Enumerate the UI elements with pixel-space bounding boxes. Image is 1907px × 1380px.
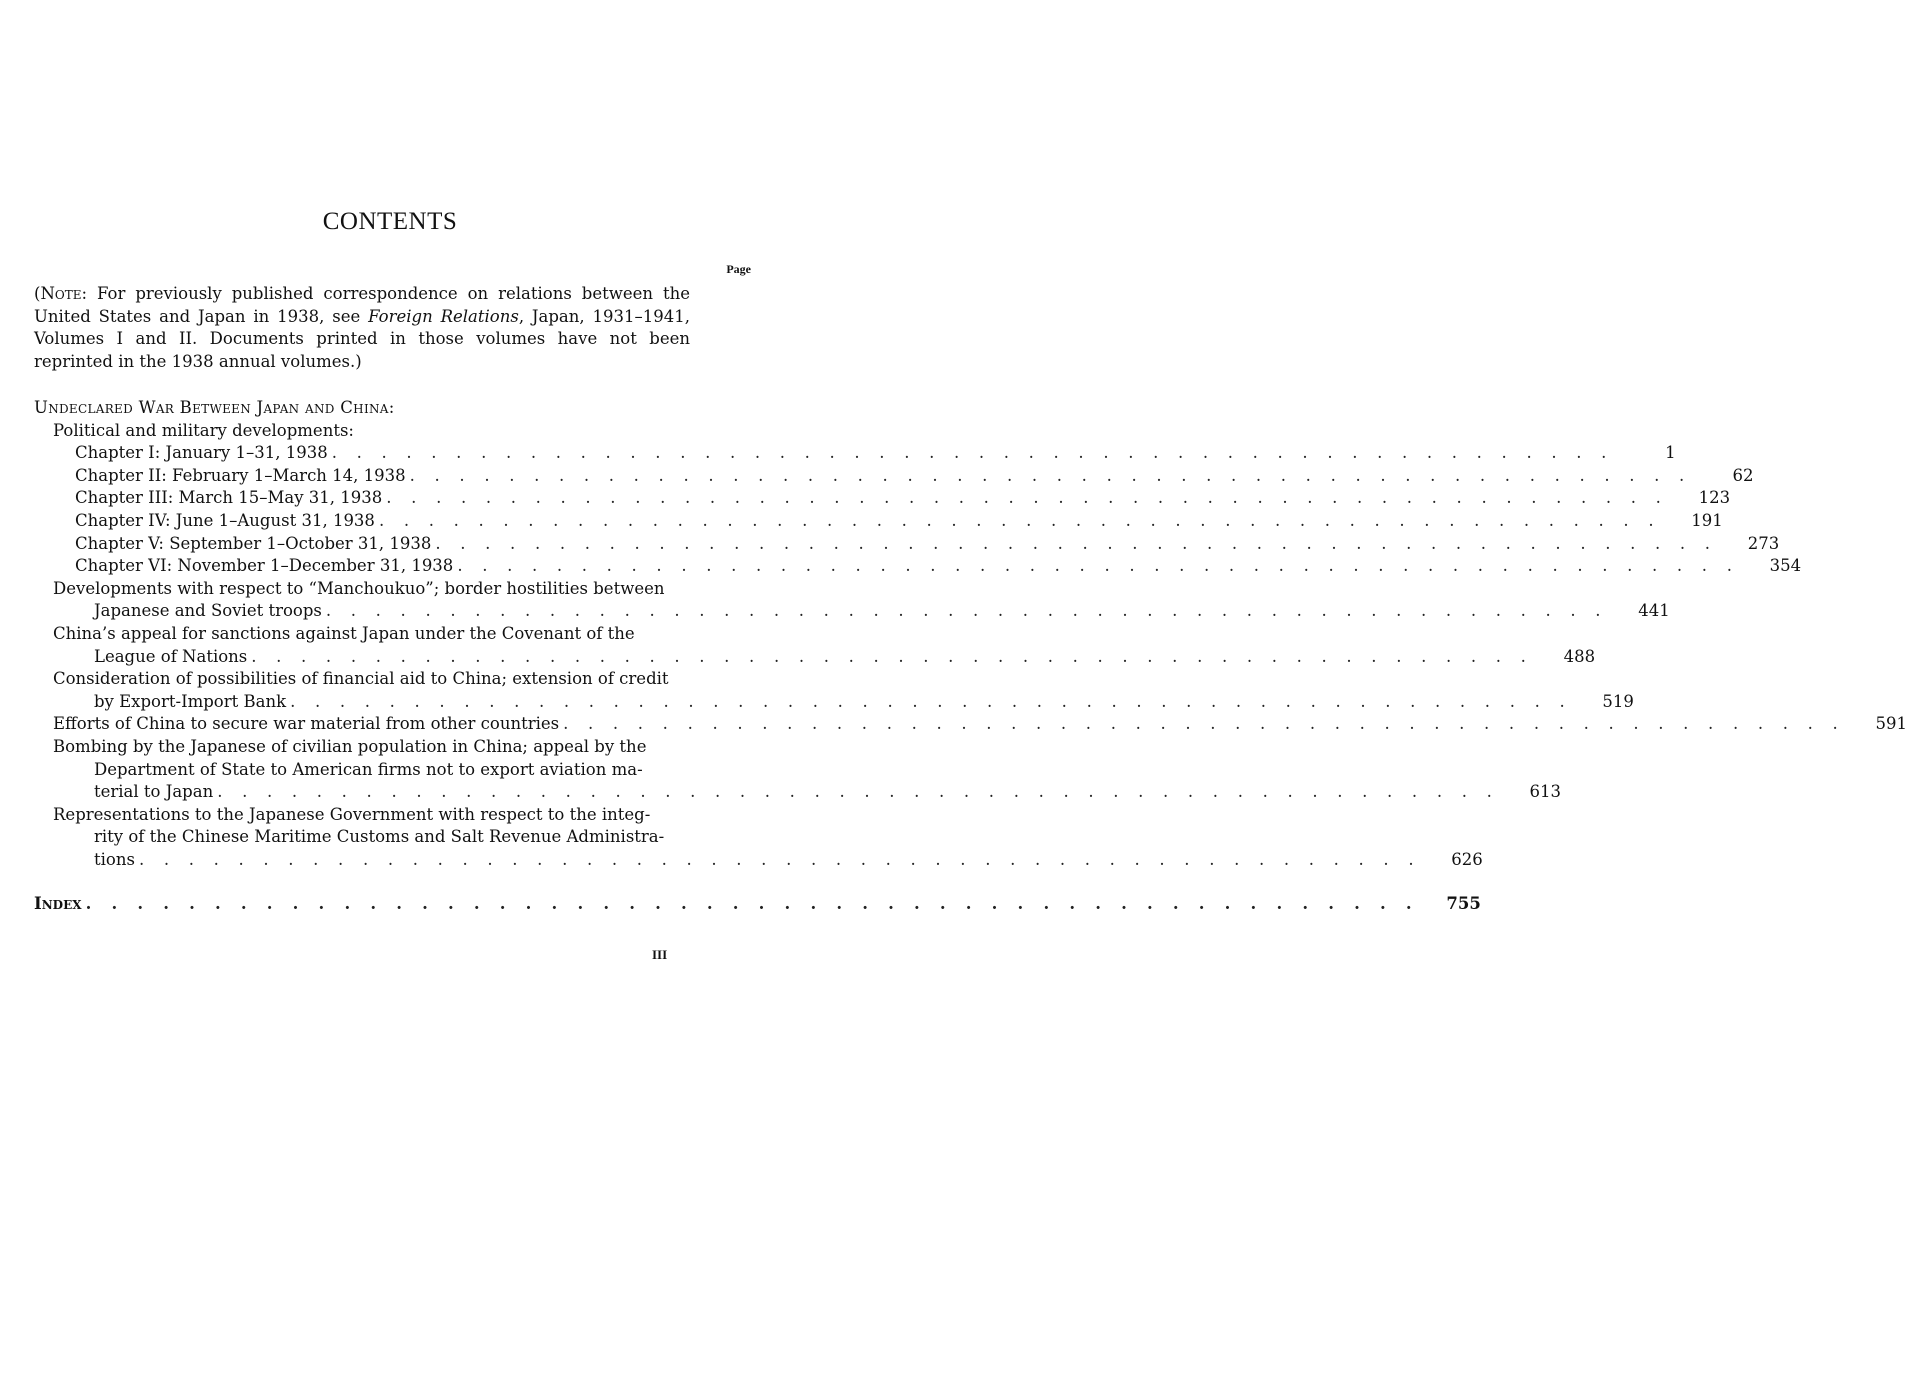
toc-entry-label: Chapter IV: June 1–August 31, 1938 <box>75 510 375 530</box>
toc-entry-line: Department of State to American firms not to export aviation ma- <box>94 759 643 779</box>
toc-section-entry[interactable] <box>34 713 1907 736</box>
toc-entry-last-line[interactable] <box>34 646 1596 669</box>
toc-entry-line: Bombing by the Japanese of civilian population in China; appeal by the <box>53 736 647 756</box>
toc-entry-last-line[interactable] <box>34 713 1907 736</box>
toc-entry-line: rity of the Chinese Maritime Customs and Salt Revenue Administra- <box>94 827 665 847</box>
toc-chapter-entry[interactable] <box>34 555 1802 578</box>
toc-chapter-entry[interactable] <box>34 510 1723 533</box>
dot-leader: . . . . . . . . . . . . . . . . . . . . . . . . . . . . . . . . . . . . . . . . . . . . . . . . . . . . <box>435 533 1718 553</box>
note-label: Note <box>40 284 82 303</box>
dot-leader: . . . . . . . . . . . . . . . . . . . . . . . . . . . . . . . . . . . . . . . . . . . . . . . . . . . . <box>217 782 1500 802</box>
toc-page-number: 191 <box>1691 510 1723 530</box>
toc-entry-line: Consideration of possibilities of financial aid to China; extension of credit <box>53 669 669 689</box>
note-text-1: For previously published correspondence on relations between the United States and Japan in 1938, see <box>34 284 690 326</box>
table-of-contents <box>34 397 1907 916</box>
toc-entry-label: Chapter III: March 15–May 31, 1938 <box>75 488 383 508</box>
toc-page-number: 626 <box>1451 849 1483 869</box>
dot-leader: . . . . . . . . . . . . . . . . . . . . . . . . . . . . . . . . . . . . . . . . . . . . . . . . . . . . <box>457 556 1740 576</box>
toc-page-number: 273 <box>1747 533 1780 553</box>
toc-page-number: 441 <box>1638 601 1670 621</box>
toc-page-number: 613 <box>1529 782 1562 802</box>
toc-section-entry[interactable] <box>34 804 1483 872</box>
toc-index-entry[interactable] <box>34 893 1481 916</box>
toc-chapter-entry[interactable] <box>34 465 1754 488</box>
toc-chapter-entry[interactable] <box>34 442 1676 465</box>
toc-section-entry[interactable] <box>34 623 1596 668</box>
dot-leader: . . . . . . . . . . . . . . . . . . . . . . . . . . . . . . . . . . . . . . . . . . . . . . . . . . . . <box>290 691 1572 711</box>
section-list <box>34 578 1907 872</box>
toc-section-entry[interactable] <box>34 668 1634 713</box>
toc-section-entry[interactable] <box>34 736 1562 804</box>
toc-page-number: 1 <box>1665 443 1676 463</box>
toc-heading: Undeclared War Between Japan and China: <box>34 398 395 417</box>
toc-entry-line: Representations to the Japanese Government with respect to the integ- <box>53 804 651 824</box>
toc-entry-label: Japanese and Soviet troops <box>94 601 322 621</box>
toc-chapter-entry[interactable] <box>34 533 1780 556</box>
toc-entry-label: terial to Japan <box>94 782 214 802</box>
dot-leader: . . . . . . . . . . . . . . . . . . . . . . . . . . . . . . . . . . . . . . . . . . . . . . . . . . . . <box>378 510 1661 530</box>
toc-entry-label: by Export-Import Bank <box>94 691 287 711</box>
dot-leader: . . . . . . . . . . . . . . . . . . . . . . . . . . . . . . . . . . . . . . . . . . . . . . . . . . . . <box>85 894 1419 914</box>
toc-page-number: 62 <box>1732 465 1754 485</box>
toc-entry-label: Chapter I: January 1–31, 1938 <box>75 443 328 463</box>
dot-leader: . . . . . . . . . . . . . . . . . . . . . . . . . . . . . . . . . . . . . . . . . . . . . . . . . . . . <box>251 646 1534 666</box>
note-italic-title: Foreign Relations <box>368 306 519 326</box>
dot-leader: . . . . . . . . . . . . . . . . . . . . . . . . . . . . . . . . . . . . . . . . . . . . . . . . . . . . <box>325 601 1608 621</box>
toc-chapter-entry[interactable] <box>34 487 1731 510</box>
toc-entry-last-line[interactable] <box>34 849 1483 872</box>
dot-leader: . . . . . . . . . . . . . . . . . . . . . . . . . . . . . . . . . . . . . . . . . . . . . . . . . . . . <box>138 849 1421 869</box>
toc-entry-line: Developments with respect to “Manchoukuo”; border hostilities between <box>53 578 665 598</box>
toc-entry-label: League of Nations <box>94 646 248 666</box>
toc-page-number: 123 <box>1698 488 1731 508</box>
toc-entry-label: Chapter II: February 1–March 14, 1938 <box>75 465 406 485</box>
index-page-number: 755 <box>1446 894 1481 914</box>
index-label: Index <box>34 894 82 914</box>
dot-leader: . . . . . . . . . . . . . . . . . . . . . . . . . . . . . . . . . . . . . . . . . . . . . . . . . . . . <box>409 465 1692 485</box>
page-folio: III <box>652 947 668 962</box>
toc-page-number: 591 <box>1875 714 1907 734</box>
toc-entry-label: Efforts of China to secure war material from other countries <box>53 714 560 734</box>
editorial-note: (Note: For previously published correspondence on relations between the United States and Japan in 1938, see Foreign Relations, Japan, 1931–1941, Volumes I and II. Documents printed in those volumes have not been reprinted in the 1938 annual volumes.) <box>34 284 690 371</box>
page-column-label: Page <box>726 262 751 276</box>
toc-entry-last-line[interactable] <box>34 781 1562 804</box>
toc-entry-last-line[interactable] <box>34 691 1634 714</box>
page-title: CONTENTS <box>322 208 458 235</box>
toc-entry-label: Chapter VI: November 1–December 31, 1938 <box>75 556 454 576</box>
toc-page-number: 488 <box>1563 646 1596 666</box>
toc-entry-line: China’s appeal for sanctions against Japan under the Covenant of the <box>53 623 635 643</box>
chapter-list <box>34 442 1802 578</box>
dot-leader: . . . . . . . . . . . . . . . . . . . . . . . . . . . . . . . . . . . . . . . . . . . . . . . . . . . . <box>331 443 1614 463</box>
toc-section-entry[interactable] <box>34 578 1670 623</box>
toc-entry-last-line[interactable] <box>34 600 1670 623</box>
toc-entry-label: Chapter V: September 1–October 31, 1938 <box>75 533 432 553</box>
toc-entry-label: tions <box>94 849 135 869</box>
toc-page-number: 519 <box>1602 691 1634 711</box>
dot-leader: . . . . . . . . . . . . . . . . . . . . . . . . . . . . . . . . . . . . . . . . . . . . . . . . . . . . <box>386 488 1669 508</box>
note-text-2: , Japan, 1931–1941, Volumes I and II. Documents printed in those volumes have not been reprinted in the 1938 annual volumes.) <box>34 306 690 371</box>
dot-leader: . . . . . . . . . . . . . . . . . . . . . . . . . . . . . . . . . . . . . . . . . . . . . . . . . . . . <box>563 714 1845 734</box>
toc-page-number: 354 <box>1769 556 1802 576</box>
toc-subheading: Political and military developments: <box>53 420 354 440</box>
